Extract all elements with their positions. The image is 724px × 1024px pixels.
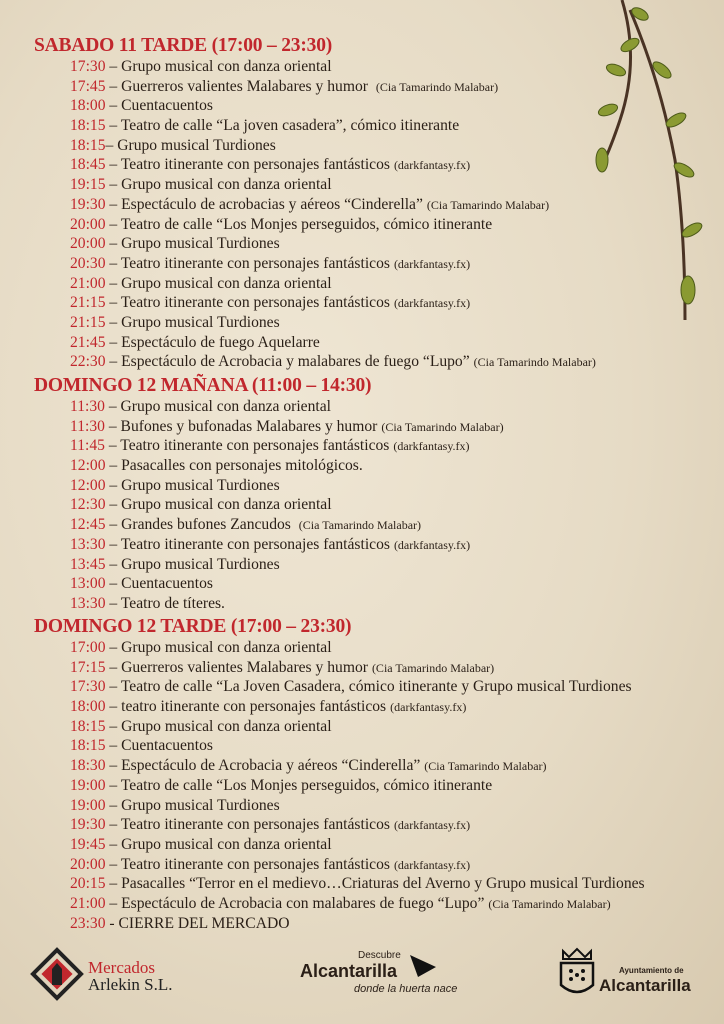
footer-logos <box>0 945 724 1005</box>
event-time: 20:30 <box>70 254 106 272</box>
separator: – <box>105 678 121 696</box>
arrow-flag-icon <box>408 953 438 979</box>
event-description: Grupo musical con danza oriental <box>121 835 332 853</box>
event-description: Teatro de calle “Los Monjes perseguidos, cómico itinerante <box>120 215 493 233</box>
event-item <box>70 456 504 476</box>
separator: – <box>105 835 122 853</box>
event-description: Espectáculo de Acrobacia con malabares de fuego “Lupo” <box>121 894 485 912</box>
section-title: SABADO 11 TARDE (17:00 – 23:30) <box>34 35 333 56</box>
event-time: 19:30 <box>70 816 106 834</box>
event-description: Cuentacuentos <box>121 575 213 593</box>
event-credit: (darkfantasy.fx) <box>393 537 471 552</box>
event-description: Espectáculo de Acrobacia y aéreos “Cinderella” <box>121 757 421 775</box>
event-item <box>70 914 649 934</box>
event-description: Teatro itinerante con personajes fantásticos <box>120 816 390 834</box>
event-time: 21:15 <box>70 313 106 331</box>
separator: – <box>105 855 121 873</box>
event-item <box>70 476 504 496</box>
event-description: Cuentacuentos <box>121 97 213 115</box>
separator: – <box>105 535 121 553</box>
separator: – <box>105 333 122 351</box>
event-time: 17:45 <box>70 77 106 95</box>
event-description: Grupo musical con danza oriental <box>120 398 331 415</box>
event-description: Teatro itinerante con personajes fantásticos <box>120 437 390 455</box>
event-description: Pasacalles con personajes mitológicos. <box>121 457 363 475</box>
event-credit: (Cia Tamarindo Malabar) <box>488 896 611 911</box>
separator: – <box>105 353 122 371</box>
event-item <box>70 574 504 594</box>
event-description: Grupo musical con danza oriental <box>121 176 332 194</box>
event-item <box>70 57 596 77</box>
separator: – <box>105 136 118 154</box>
separator: – <box>105 77 122 95</box>
event-time: 21:45 <box>70 333 106 351</box>
event-item <box>70 333 596 353</box>
event-time: 18:00 <box>70 97 106 115</box>
ayuntamiento-label: Ayuntamiento de <box>619 966 684 975</box>
event-time: 18:30 <box>70 757 106 775</box>
event-item <box>70 77 596 97</box>
event-time: 18:00 <box>70 698 106 716</box>
event-time: 13:30 <box>70 594 106 612</box>
descubre-alcantarilla-logo <box>298 945 458 1005</box>
event-time: 13:00 <box>70 575 106 593</box>
separator: – <box>105 555 122 573</box>
separator: – <box>105 156 121 174</box>
event-description: Guerreros valientes Malabares y humor <box>121 658 368 676</box>
event-time: 23:30 <box>70 914 106 932</box>
event-description: Grupo musical con danza oriental <box>121 639 332 656</box>
separator: – <box>105 254 121 272</box>
event-description: Teatro de títeres. <box>120 594 225 612</box>
separator: – <box>105 176 122 194</box>
event-description: Teatro itinerante con personajes fantásticos <box>120 294 390 312</box>
event-item <box>70 175 596 195</box>
event-description: Teatro de calle “La Joven Casadera, cómico itinerante y Grupo musical Turdiones <box>120 678 632 696</box>
event-credit: (Cia Tamarindo Malabar) <box>371 660 495 675</box>
event-item <box>70 736 649 756</box>
event-item <box>70 293 596 313</box>
event-time: 19:00 <box>70 796 106 814</box>
event-description: Teatro itinerante con personajes fantásticos <box>120 254 390 272</box>
event-description: Grandes bufones Zancudos <box>121 516 295 534</box>
event-item <box>70 835 649 855</box>
event-credit: (Cia Tamarindo Malabar) <box>426 197 550 212</box>
event-time: 21:00 <box>70 894 106 912</box>
event-item <box>70 515 504 535</box>
event-time: 19:15 <box>70 176 106 194</box>
separator: – <box>105 457 122 475</box>
event-credit: (darkfantasy.fx) <box>393 256 471 271</box>
event-item <box>70 136 596 156</box>
event-credit: (darkfantasy.fx) <box>393 818 471 833</box>
event-description: Espectáculo de Acrobacia y malabares de fuego “Lupo” <box>121 353 470 371</box>
separator: – <box>105 658 122 676</box>
event-description: Guerreros valientes Malabares y humor <box>121 77 372 95</box>
separator: – <box>105 313 122 331</box>
event-description: Grupo musical Turdiones <box>121 235 280 253</box>
descubre-main: Alcantarilla <box>300 961 398 981</box>
ayuntamiento-main: Alcantarilla <box>599 976 691 995</box>
separator: – <box>105 796 122 814</box>
event-description: Grupo musical Turdiones <box>121 555 280 573</box>
event-item <box>70 555 504 575</box>
event-time: 18:45 <box>70 156 106 174</box>
event-description: Grupo musical Turdiones <box>121 313 280 331</box>
separator: – <box>105 575 122 593</box>
event-item <box>70 796 649 816</box>
event-item <box>70 436 504 456</box>
event-credit: (Cia Tamarindo Malabar) <box>298 518 422 533</box>
event-item <box>70 313 596 333</box>
separator: – <box>104 437 121 455</box>
event-item <box>70 594 504 614</box>
event-item <box>70 874 649 894</box>
separator: - <box>105 914 119 932</box>
event-time: 11:30 <box>70 417 105 435</box>
separator: – <box>104 398 121 415</box>
event-item <box>70 638 649 658</box>
event-description: Grupo musical Turdiones <box>117 136 276 154</box>
separator: – <box>105 698 122 716</box>
event-time: 21:00 <box>70 274 106 292</box>
event-time: 17:30 <box>70 58 106 75</box>
separator: – <box>105 875 122 893</box>
separator: – <box>105 117 121 135</box>
event-time: 12:45 <box>70 516 106 534</box>
event-description: Teatro itinerante con personajes fantásticos <box>120 535 390 553</box>
event-time: 17:30 <box>70 678 106 696</box>
event-description: Cuentacuentos <box>121 737 213 755</box>
separator: – <box>105 235 122 253</box>
separator: – <box>105 516 122 534</box>
event-time: 17:00 <box>70 639 106 656</box>
event-description: Teatro itinerante con personajes fantásticos <box>120 855 390 873</box>
event-time: 22:30 <box>70 353 106 371</box>
event-credit: (darkfantasy.fx) <box>393 857 471 872</box>
separator: – <box>105 97 122 115</box>
event-time: 11:30 <box>70 398 105 415</box>
separator: – <box>105 58 122 75</box>
separator: – <box>105 476 122 494</box>
event-description: Espectáculo de fuego Aquelarre <box>121 333 320 351</box>
descubre-tagline: donde la huerta nace <box>354 983 458 995</box>
event-item <box>70 677 649 697</box>
event-time: 19:45 <box>70 835 106 853</box>
event-item <box>70 717 649 737</box>
event-time: 12:00 <box>70 457 106 475</box>
event-time: 18:15 <box>70 136 106 154</box>
event-time: 18:15 <box>70 737 106 755</box>
event-description: Grupo musical Turdiones <box>121 796 280 814</box>
section-title: DOMINGO 12 TARDE (17:00 – 23:30) <box>34 616 352 637</box>
separator: – <box>105 737 122 755</box>
event-time: 20:00 <box>70 215 106 233</box>
event-time: 20:15 <box>70 875 106 893</box>
separator: – <box>105 717 122 735</box>
separator: – <box>105 294 121 312</box>
event-item <box>70 352 596 372</box>
separator: – <box>105 757 122 775</box>
event-description: Grupo musical con danza oriental <box>121 58 332 75</box>
separator: – <box>105 195 122 213</box>
separator: – <box>104 417 121 435</box>
event-description: Pasacalles “Terror en el medievo…Criaturas del Averno y Grupo musical Turdiones <box>121 875 645 893</box>
separator: – <box>105 776 121 794</box>
vine-decoration <box>580 0 720 330</box>
event-time: 18:15 <box>70 717 106 735</box>
event-item <box>70 815 649 835</box>
event-list <box>70 57 596 372</box>
event-description: Bufones y bufonadas Malabares y humor <box>120 417 378 435</box>
event-time: 12:30 <box>70 496 106 514</box>
event-credit: (Cia Tamarindo Malabar) <box>473 355 596 370</box>
event-time: 11:45 <box>70 437 105 455</box>
section-title: DOMINGO 12 MAÑANA (11:00 – 14:30) <box>34 375 372 396</box>
event-item <box>70 96 596 116</box>
event-item <box>70 495 504 515</box>
event-item <box>70 195 596 215</box>
event-item <box>70 894 649 914</box>
event-time: 12:00 <box>70 476 106 494</box>
arlekin-line2: Arlekin S.L. <box>88 975 173 994</box>
separator: – <box>105 274 122 292</box>
event-time: 19:30 <box>70 195 106 213</box>
separator: – <box>105 816 121 834</box>
event-description: Grupo musical con danza oriental <box>121 274 332 292</box>
ayuntamiento-logo <box>555 945 705 1005</box>
event-credit: (darkfantasy.fx) <box>393 439 470 454</box>
event-time: 13:30 <box>70 535 106 553</box>
separator: – <box>105 594 121 612</box>
event-list <box>70 638 649 933</box>
event-time: 18:15 <box>70 117 106 135</box>
descubre-label: Descubre <box>358 950 401 961</box>
event-time: 20:00 <box>70 235 106 253</box>
separator: – <box>105 639 122 656</box>
event-time: 19:00 <box>70 776 106 794</box>
separator: – <box>105 496 122 514</box>
event-description: Espectáculo de acrobacias y aéreos “Cinderella” <box>121 195 423 213</box>
separator: – <box>105 894 122 912</box>
event-item <box>70 234 596 254</box>
event-item <box>70 274 596 294</box>
event-item <box>70 417 504 437</box>
event-description: CIERRE DEL MERCADO <box>118 914 290 932</box>
event-credit: (Cia Tamarindo Malabar) <box>375 79 499 94</box>
event-credit: (Cia Tamarindo Malabar) <box>424 759 547 774</box>
arlekin-logo <box>28 945 198 1005</box>
event-credit: (darkfantasy.fx) <box>393 296 471 311</box>
event-item <box>70 658 649 678</box>
arlekin-diamond-icon <box>28 945 86 1003</box>
event-item <box>70 254 596 274</box>
event-credit: (darkfantasy.fx) <box>390 700 467 715</box>
event-item <box>70 116 596 136</box>
event-description: teatro itinerante con personajes fantásticos <box>121 698 387 716</box>
event-description: Grupo musical con danza oriental <box>121 717 332 735</box>
coat-of-arms-icon <box>555 945 599 1001</box>
arlekin-line1: Mercados <box>88 958 156 977</box>
event-item <box>70 756 649 776</box>
event-item <box>70 776 649 796</box>
event-time: 21:15 <box>70 294 106 312</box>
event-description: Teatro de calle “Los Monjes perseguidos, cómico itinerante <box>120 776 493 794</box>
event-time: 20:00 <box>70 855 106 873</box>
event-time: 13:45 <box>70 555 106 573</box>
event-item <box>70 155 596 175</box>
event-credit: (Cia Tamarindo Malabar) <box>381 419 504 434</box>
event-time: 17:15 <box>70 658 106 676</box>
event-description: Teatro itinerante con personajes fantásticos <box>120 156 390 174</box>
separator: – <box>105 215 121 233</box>
event-credit: (darkfantasy.fx) <box>393 158 471 173</box>
event-item <box>70 215 596 235</box>
event-description: Grupo musical Turdiones <box>121 476 280 494</box>
event-description: Grupo musical con danza oriental <box>121 496 332 514</box>
event-description: Teatro de calle “La joven casadera”, cómico itinerante <box>120 117 460 135</box>
event-item <box>70 535 504 555</box>
event-list <box>70 397 504 614</box>
event-item <box>70 697 649 717</box>
event-item <box>70 855 649 875</box>
event-item <box>70 397 504 417</box>
